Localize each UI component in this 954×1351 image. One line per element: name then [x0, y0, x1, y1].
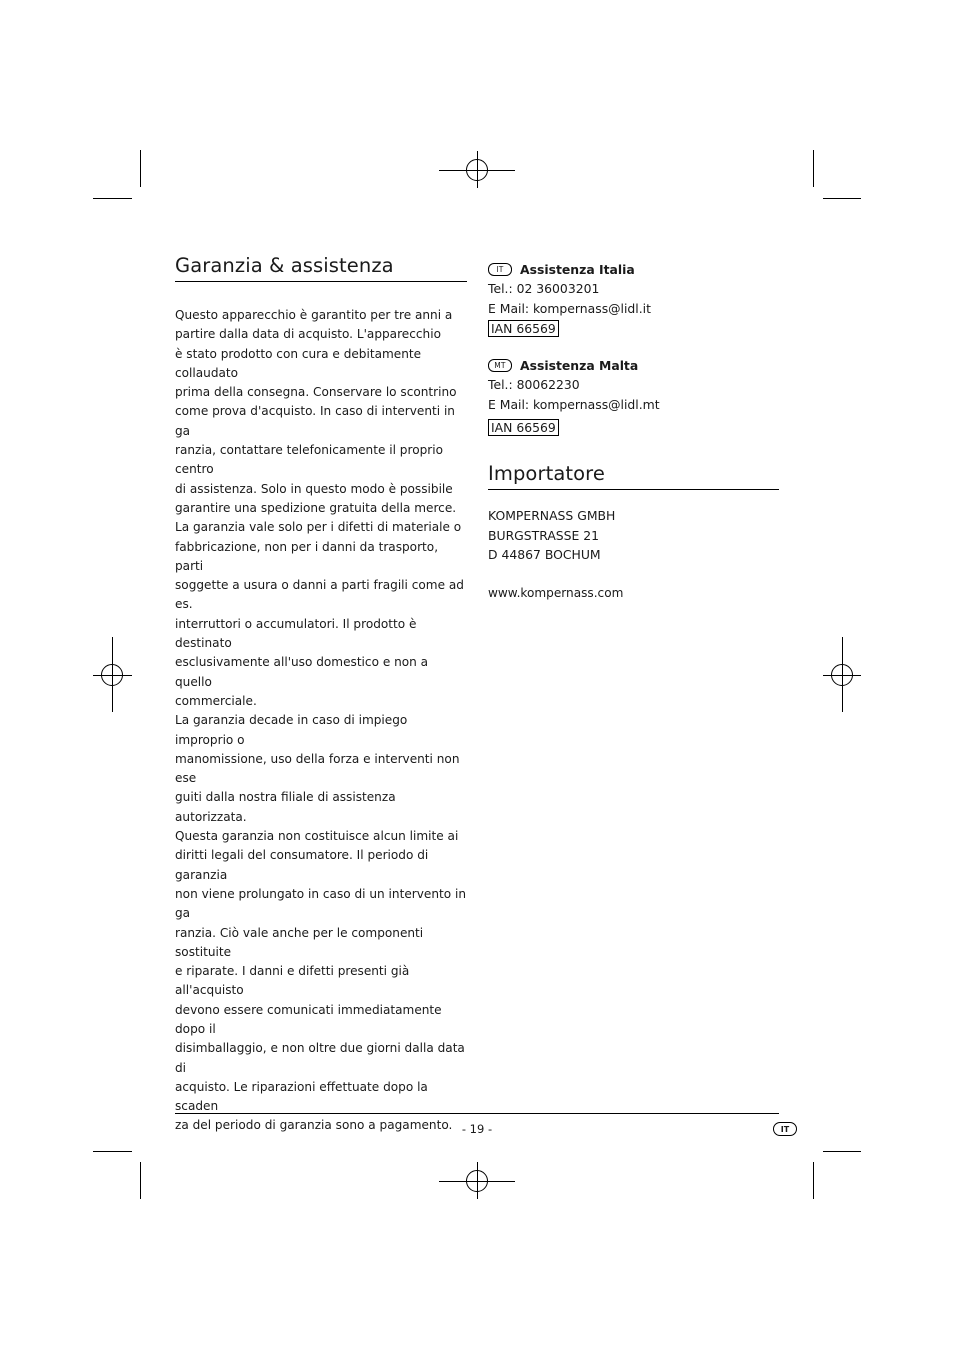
importer-line: BURGSTRASSE 21 — [488, 527, 600, 543]
warranty-line: non viene prolungato in caso di un intervento in ga — [175, 886, 467, 921]
warranty-line: manomissione, uso della forza e interventi non ese — [175, 751, 460, 786]
service-italy-title: Assistenza Italia — [520, 262, 635, 277]
warranty-line: esclusivamente all'uso domestico e non a quello — [175, 655, 429, 689]
warranty-line: partire dalla data di acquisto. L'apparecchio — [175, 327, 441, 342]
importer-address — [488, 506, 779, 565]
warranty-line: La garanzia vale solo per i difetti di materiale o — [175, 520, 462, 535]
service-malta-ian: IAN 66569 — [488, 419, 559, 436]
service-malta-title: Assistenza Malta — [520, 358, 639, 373]
warranty-line: commerciale. — [175, 693, 257, 708]
warranty-text — [175, 306, 467, 1136]
page-number: - 19 - — [461, 1122, 493, 1136]
warranty-line: ranzia, contattare telefonicamente il proprio centro — [175, 443, 443, 477]
footer-rule — [175, 1113, 779, 1114]
warranty-line: fabbricazione, non per i danni da trasporto, parti — [175, 539, 439, 573]
service-section — [488, 260, 779, 603]
warranty-line: za del periodo di garanzia sono a pagamento. — [175, 1118, 453, 1133]
country-badge-mt: MT — [488, 359, 512, 372]
warranty-line: e riparate. I danni e difetti presenti già all'acquisto — [175, 964, 410, 998]
warranty-line: La garanzia decade in caso di impiego improprio o — [175, 713, 408, 747]
warranty-line: soggette a usura o danni a parti fragili come ad es. — [175, 578, 464, 612]
service-italy — [488, 260, 779, 337]
warranty-line: Questo apparecchio è garantito per tre anni a — [175, 308, 453, 322]
importer-line: KOMPERNASS GMBH — [488, 508, 616, 523]
warranty-line: di assistenza. Solo in questo modo è possibile — [175, 481, 453, 496]
importer-line: D 44867 BOCHUM — [488, 547, 601, 562]
warranty-line: garantire una spedizione gratuita della merce. — [175, 500, 457, 515]
warranty-line: interruttori o accumulatori. Il prodotto è destinato — [175, 616, 417, 651]
warranty-line: come prova d'acquisto. In caso di interventi in ga — [175, 404, 455, 438]
warranty-line: prima della consegna. Conservare lo scontrino — [175, 385, 457, 400]
warranty-line: devono essere comunicati immediatamente dopo il — [175, 1002, 442, 1036]
warranty-line: è stato prodotto con cura e debitamente collaudato — [175, 346, 422, 380]
warranty-line: acquisto. Le riparazioni effettuate dopo la scaden — [175, 1079, 428, 1114]
service-malta-phone: Tel.: 80062230 — [488, 377, 580, 392]
warranty-title: Garanzia & assistenza — [175, 254, 467, 282]
language-badge: IT — [773, 1122, 797, 1136]
importer-section — [488, 462, 779, 603]
warranty-line: ranzia. Ciò vale anche per le componenti sostituite — [175, 925, 424, 959]
service-malta — [488, 356, 779, 436]
warranty-line: Questa garanzia non costituisce alcun limite ai — [175, 829, 459, 844]
warranty-section — [175, 254, 467, 1136]
warranty-line: guiti dalla nostra filiale di assistenza autorizzata. — [175, 790, 396, 824]
importer-website: www.kompernass.com — [488, 585, 624, 600]
service-italy-phone: Tel.: 02 36003201 — [488, 281, 600, 296]
warranty-line: disimballaggio, e non oltre due giorni dalla data di — [175, 1041, 465, 1075]
importer-title: Importatore — [488, 462, 779, 490]
service-italy-email: E Mail: kompernass@lidl.it — [488, 300, 651, 316]
country-badge-it: IT — [488, 263, 512, 276]
warranty-line: diritti legali del consumatore. Il periodo di garanzia — [175, 848, 429, 882]
service-malta-email: E Mail: kompernass@lidl.mt — [488, 396, 660, 412]
service-italy-ian: IAN 66569 — [488, 320, 559, 337]
